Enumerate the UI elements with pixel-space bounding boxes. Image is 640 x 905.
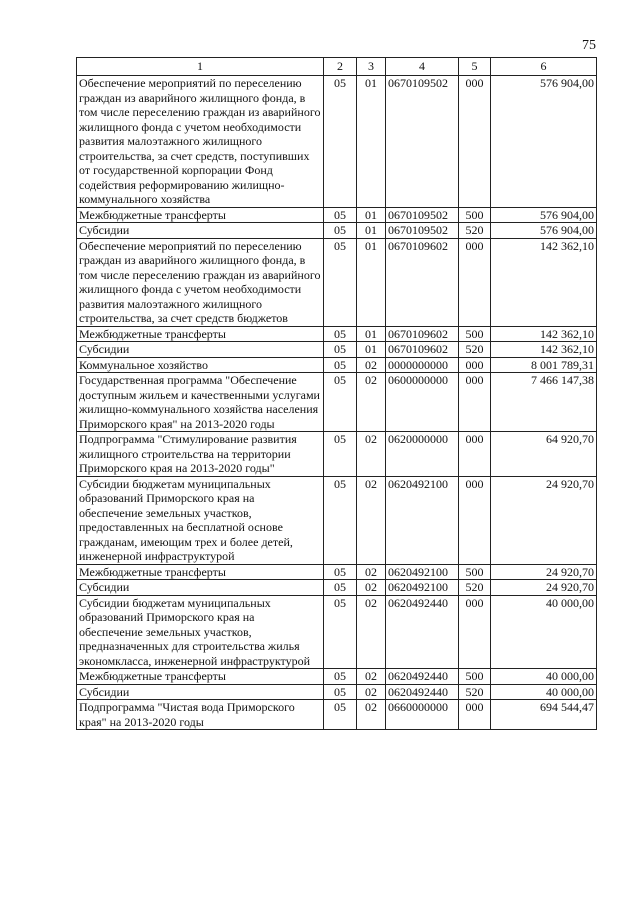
row-amount: 8 001 789,31 — [491, 357, 597, 373]
row-amount: 576 904,00 — [491, 223, 597, 239]
row-name: Межбюджетные трансферты — [77, 207, 324, 223]
row-target-code: 0600000000 — [386, 373, 459, 432]
row-amount: 40 000,00 — [491, 669, 597, 685]
row-expense-type: 520 — [459, 580, 491, 596]
row-expense-type: 000 — [459, 595, 491, 669]
row-target-code: 0620492440 — [386, 669, 459, 685]
row-subsection: 02 — [357, 700, 386, 730]
column-header-amount: 6 — [491, 58, 597, 76]
row-section: 05 — [324, 595, 357, 669]
row-target-code: 0670109502 — [386, 76, 459, 208]
row-expense-type: 500 — [459, 564, 491, 580]
table-row — [77, 342, 597, 358]
page-number: 75 — [582, 38, 596, 53]
column-header-target-code: 4 — [386, 58, 459, 76]
row-subsection: 01 — [357, 207, 386, 223]
row-expense-type: 000 — [459, 476, 491, 564]
row-target-code: 0670109502 — [386, 223, 459, 239]
row-section: 05 — [324, 207, 357, 223]
row-name: Субсидии — [77, 342, 324, 358]
row-subsection: 02 — [357, 580, 386, 596]
row-name: Обеспечение мероприятий по переселению граждан из аварийного жилищного фонда, в том числе переселению граждан из аварийного жилищного фонда с учетом необходимости развития малоэтажного жилищного строительства, за счет средств бюджетов — [77, 238, 324, 326]
row-target-code: 0620492440 — [386, 684, 459, 700]
row-name: Подпрограмма "Чистая вода Приморского края" на 2013-2020 годы — [77, 700, 324, 730]
table-row — [77, 564, 597, 580]
row-target-code: 0670109502 — [386, 207, 459, 223]
row-subsection: 02 — [357, 357, 386, 373]
column-header-name: 1 — [77, 58, 324, 76]
row-name: Подпрограмма "Стимулирование развития жилищного строительства на территории Приморского края на 2013-2020 годы" — [77, 432, 324, 477]
row-amount: 694 544,47 — [491, 700, 597, 730]
row-subsection: 02 — [357, 684, 386, 700]
row-section: 05 — [324, 476, 357, 564]
row-amount: 7 466 147,38 — [491, 373, 597, 432]
row-amount: 142 362,10 — [491, 326, 597, 342]
table-row — [77, 207, 597, 223]
row-amount: 576 904,00 — [491, 76, 597, 208]
column-header-section: 2 — [324, 58, 357, 76]
row-subsection: 01 — [357, 326, 386, 342]
row-name: Межбюджетные трансферты — [77, 564, 324, 580]
row-amount: 24 920,70 — [491, 580, 597, 596]
row-name: Обеспечение мероприятий по переселению граждан из аварийного жилищного фонда, в том числе переселению граждан из аварийного жилищного фонда с учетом необходимости развития малоэтажного жилищного строительства, за счет средств, поступивших от государственной корпорации Фонд содействия реформированию жилищно-коммунального хозяйства — [77, 76, 324, 208]
row-amount: 24 920,70 — [491, 476, 597, 564]
table-header-row — [77, 58, 597, 76]
table-row — [77, 223, 597, 239]
row-subsection: 01 — [357, 76, 386, 208]
row-expense-type: 500 — [459, 326, 491, 342]
row-name: Межбюджетные трансферты — [77, 669, 324, 685]
budget-table — [76, 57, 597, 730]
row-expense-type: 500 — [459, 669, 491, 685]
row-subsection: 02 — [357, 373, 386, 432]
row-name: Субсидии бюджетам муниципальных образований Приморского края на обеспечение земельных участков, предоставленных на бесплатной основе гражданам, имеющим трех и более детей, инженерной инфраструктурой — [77, 476, 324, 564]
row-expense-type: 520 — [459, 223, 491, 239]
table-row — [77, 373, 597, 432]
table-row — [77, 326, 597, 342]
row-target-code: 0620492100 — [386, 580, 459, 596]
row-expense-type: 000 — [459, 238, 491, 326]
row-name: Субсидии — [77, 684, 324, 700]
table-row — [77, 684, 597, 700]
table-row — [77, 357, 597, 373]
row-expense-type: 520 — [459, 684, 491, 700]
table-row — [77, 669, 597, 685]
row-section: 05 — [324, 357, 357, 373]
table-row — [77, 700, 597, 730]
row-name: Межбюджетные трансферты — [77, 326, 324, 342]
row-amount: 142 362,10 — [491, 342, 597, 358]
table-row — [77, 238, 597, 326]
column-header-subsection: 3 — [357, 58, 386, 76]
row-section: 05 — [324, 700, 357, 730]
row-subsection: 02 — [357, 595, 386, 669]
row-name: Субсидии — [77, 223, 324, 239]
row-section: 05 — [324, 432, 357, 477]
row-amount: 40 000,00 — [491, 595, 597, 669]
column-header-expense-type: 5 — [459, 58, 491, 76]
table-row — [77, 76, 597, 208]
row-amount: 24 920,70 — [491, 564, 597, 580]
row-section: 05 — [324, 564, 357, 580]
row-section: 05 — [324, 326, 357, 342]
row-expense-type: 000 — [459, 373, 491, 432]
row-target-code: 0000000000 — [386, 357, 459, 373]
table-row — [77, 476, 597, 564]
row-expense-type: 000 — [459, 76, 491, 208]
row-section: 05 — [324, 342, 357, 358]
row-amount: 64 920,70 — [491, 432, 597, 477]
row-section: 05 — [324, 223, 357, 239]
table-row — [77, 580, 597, 596]
row-section: 05 — [324, 580, 357, 596]
row-expense-type: 520 — [459, 342, 491, 358]
row-name: Коммунальное хозяйство — [77, 357, 324, 373]
row-amount: 576 904,00 — [491, 207, 597, 223]
row-expense-type: 000 — [459, 432, 491, 477]
row-expense-type: 500 — [459, 207, 491, 223]
row-subsection: 01 — [357, 238, 386, 326]
row-amount: 142 362,10 — [491, 238, 597, 326]
row-subsection: 01 — [357, 342, 386, 358]
row-subsection: 02 — [357, 669, 386, 685]
table-row — [77, 432, 597, 477]
row-expense-type: 000 — [459, 357, 491, 373]
row-subsection: 02 — [357, 476, 386, 564]
row-expense-type: 000 — [459, 700, 491, 730]
row-section: 05 — [324, 373, 357, 432]
row-target-code: 0620492440 — [386, 595, 459, 669]
table-row — [77, 595, 597, 669]
row-amount: 40 000,00 — [491, 684, 597, 700]
row-subsection: 02 — [357, 564, 386, 580]
row-section: 05 — [324, 669, 357, 685]
row-target-code: 0670109602 — [386, 342, 459, 358]
row-name: Государственная программа "Обеспечение доступным жильем и качественными услугами жилищно-коммунального хозяйства населения Приморского края" на 2013-2020 годы — [77, 373, 324, 432]
row-section: 05 — [324, 238, 357, 326]
row-target-code: 0620000000 — [386, 432, 459, 477]
row-target-code: 0660000000 — [386, 700, 459, 730]
row-target-code: 0620492100 — [386, 564, 459, 580]
row-name: Субсидии бюджетам муниципальных образований Приморского края на обеспечение земельных участков, предназначенных для строительства жилья экономкласса, инженерной инфраструктурой — [77, 595, 324, 669]
row-subsection: 02 — [357, 432, 386, 477]
row-subsection: 01 — [357, 223, 386, 239]
row-target-code: 0670109602 — [386, 326, 459, 342]
row-section: 05 — [324, 76, 357, 208]
row-name: Субсидии — [77, 580, 324, 596]
row-section: 05 — [324, 684, 357, 700]
row-target-code: 0670109602 — [386, 238, 459, 326]
row-target-code: 0620492100 — [386, 476, 459, 564]
